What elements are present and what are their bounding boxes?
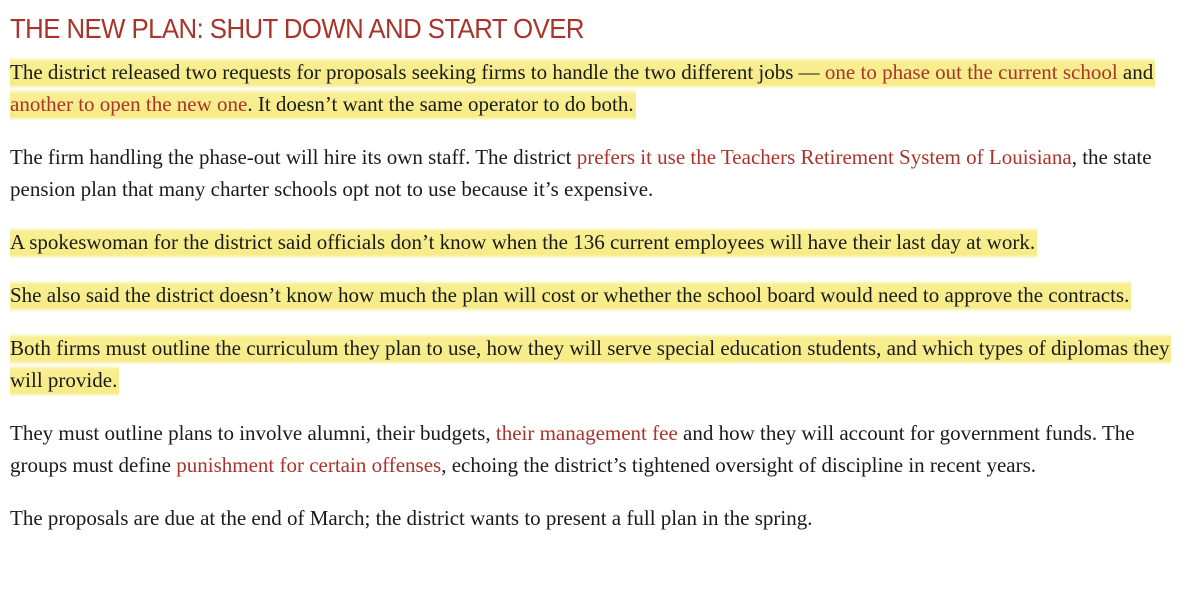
section-heading: THE NEW PLAN: SHUT DOWN AND START OVER (10, 13, 584, 44)
text: . It doesn’t want the same operator to do both. (247, 92, 634, 116)
text: They must outline plans to involve alumni, their budgets, (10, 421, 496, 445)
article-body (10, 0, 1190, 555)
link-phase-out[interactable]: one to phase out the current school (824, 60, 1118, 84)
link-punishment-offenses[interactable]: punishment for certain offenses (176, 453, 442, 477)
link-teachers-retirement[interactable]: prefers it use the Teachers Retirement System of Louisiana (576, 145, 1072, 169)
text: The district released two requests for proposals seeking firms to handle the two different jobs — (10, 60, 825, 84)
paragraph-5 (10, 332, 1190, 396)
text: and how they will account for government funds. The groups must define (10, 421, 1135, 477)
highlight: She also said the district doesn’t know how much the plan will cost or whether the school board would need to approve the contracts. (10, 280, 1131, 312)
paragraph-2 (10, 141, 1190, 205)
paragraph-7 (10, 502, 1190, 534)
highlight (10, 57, 1155, 121)
text: and (1117, 60, 1154, 84)
paragraph-1 (10, 56, 1190, 120)
text: The proposals are due at the end of March; the district wants to present a full plan in the spring. (10, 506, 813, 530)
text: , echoing the district’s tightened oversight of discipline in recent years. (441, 453, 1037, 477)
highlight: A spokeswoman for the district said officials don’t know when the 136 current employees will have their last day at work. (10, 227, 1037, 259)
link-open-new[interactable]: another to open the new one (10, 92, 248, 116)
paragraph-4 (10, 279, 1190, 311)
link-management-fee[interactable]: their management fee (495, 421, 678, 445)
paragraph-6 (10, 417, 1190, 481)
text: , the state pension plan that many charter schools opt not to use because it’s expensive. (10, 145, 1152, 201)
paragraph-3 (10, 226, 1190, 258)
highlight: Both firms must outline the curriculum they plan to use, how they will serve special education students, and which types of diplomas they will provide. (10, 333, 1171, 397)
text: The firm handling the phase-out will hire its own staff. The district (10, 145, 577, 169)
